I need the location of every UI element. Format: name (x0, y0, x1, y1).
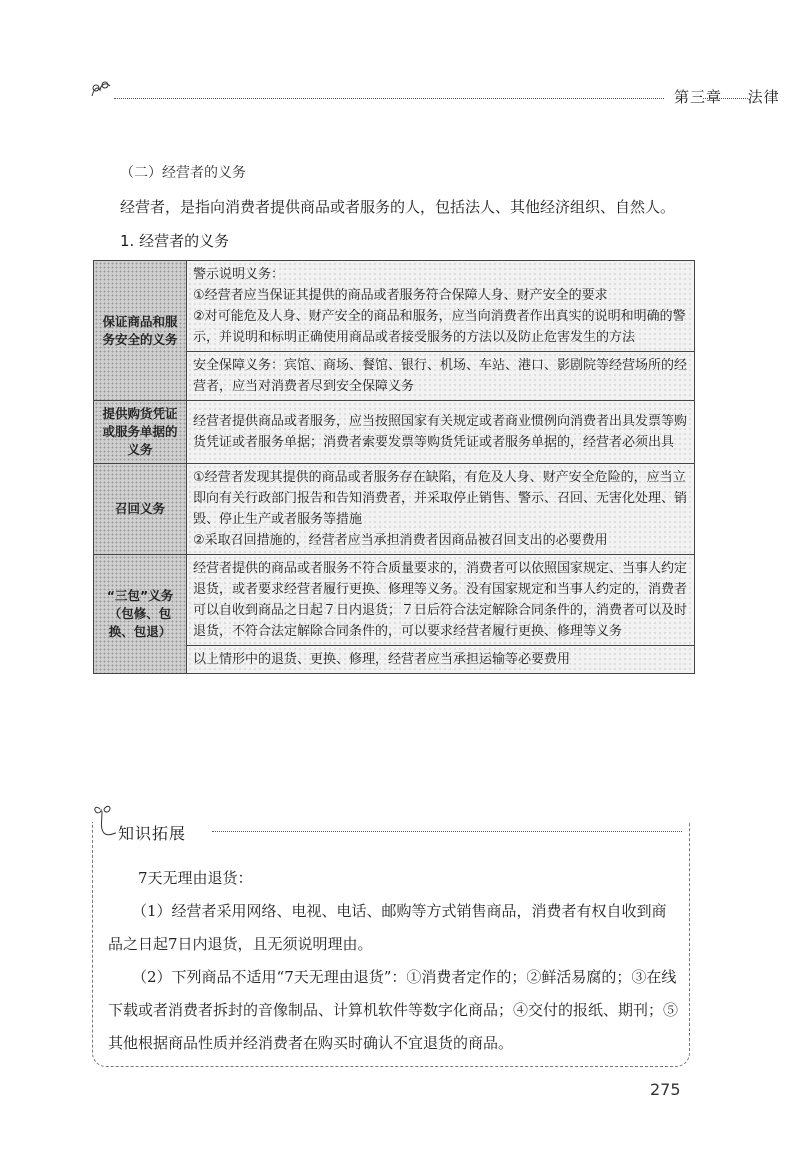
chapter-title: 法律 (747, 88, 780, 106)
table-row (94, 401, 695, 464)
chapter-number: 第三章 (674, 88, 723, 106)
intro-paragraph: 经营者，是指向消费者提供商品或者服务的人，包括法人、其他经济组织、自然人。 (120, 198, 676, 216)
chapter-label (668, 86, 786, 107)
sprout-icon (88, 78, 112, 100)
page-number: 275 (650, 1080, 681, 1099)
header-rule-right (703, 98, 748, 99)
knowledge-paragraph: （1）经营者采用网络、电视、电话、邮购等方式销售商品，消费者有权自收到商品之日起7日内退货，且无须说明理由。 (108, 902, 667, 953)
knowledge-paragraph: （2）下列商品不适用“7天无理由退货”：①消费者定作的；②鲜活易腐的；③在线下载或者消费者拆封的音像制品、计算机软件等数字化商品；④交付的报纸、期刊；⑤其他根据商品性质并经消费者在购买时确认不宜退货的商品。 (108, 968, 679, 1052)
table-row (94, 555, 695, 646)
cell-invoice: 经营者提供商品或者服务，应当按照国家有关规定或者商业惯例向消费者出具发票等购货凭证或者服务单据；消费者索要发票等购货凭证或者服务单据的，经营者必须出具 (187, 401, 695, 464)
table-row (94, 261, 695, 352)
category-safety: 保证商品和服务安全的义务 (94, 261, 187, 401)
cell-warning (187, 261, 695, 352)
duties-table (93, 260, 695, 674)
knowledge-heading: 7天无理由退货： (138, 869, 253, 887)
warning-line: 警示说明义务： (193, 267, 285, 282)
category-recall: 召回义务 (94, 464, 187, 555)
header-rule (114, 98, 664, 99)
warning-line: ②对可能危及人身、财产安全的商品和服务，应当向消费者作出真实的说明和明确的警示，并说明和标明正确使用商品或者接受服务的方法以及防止危害发生的方法 (193, 309, 686, 345)
cell-cost: 以上情形中的退货、更换、修理，经营者应当承担运输等必要费用 (187, 646, 695, 674)
knowledge-title: 知识拓展 (118, 824, 187, 843)
knowledge-body (108, 862, 680, 1060)
cell-recall (187, 464, 695, 555)
page-header (88, 78, 780, 108)
cell-guarantee: 安全保障义务：宾馆、商场、餐馆、银行、机场、车站、港口、影剧院等经营场所的经营者，应当对消费者尽到安全保障义务 (187, 352, 695, 401)
recall-line: ①经营者发现其提供的商品或者服务存在缺陷，有危及人身、财产安全危险的，应当立即向有关行政部门报告和告知消费者，并采取停止销售、警示、召回、无害化处理、销毁、停止生产或者服务等措施 (193, 470, 688, 527)
subheading: （二）经营者的义务 (120, 165, 246, 181)
section-title: 1. 经营者的义务 (120, 232, 230, 250)
cell-three-guarantees: 经营者提供的商品或者服务不符合质量要求的，消费者可以依照国家规定、当事人约定退货，或者要求经营者履行更换、修理等义务。没有国家规定和当事人约定的，消费者可以自收到商品之日起７日内退货；７日后符合法定解除合同条件的，消费者可以及时退货，不符合法定解除合同条件的，可以要求经营者履行更换、修理等义务 (187, 555, 695, 646)
category-three-guarantees: “三包”义务（包修、包换、包退） (94, 555, 187, 674)
recall-line: ②采取召回措施的，经营者应当承担消费者因商品被召回支出的必要费用 (193, 533, 608, 548)
table-row (94, 464, 695, 555)
category-invoice: 提供购货凭证或服务单据的义务 (94, 401, 187, 464)
warning-line: ①经营者应当保证其提供的商品或者服务符合保障人身、财产安全的要求 (193, 288, 608, 303)
